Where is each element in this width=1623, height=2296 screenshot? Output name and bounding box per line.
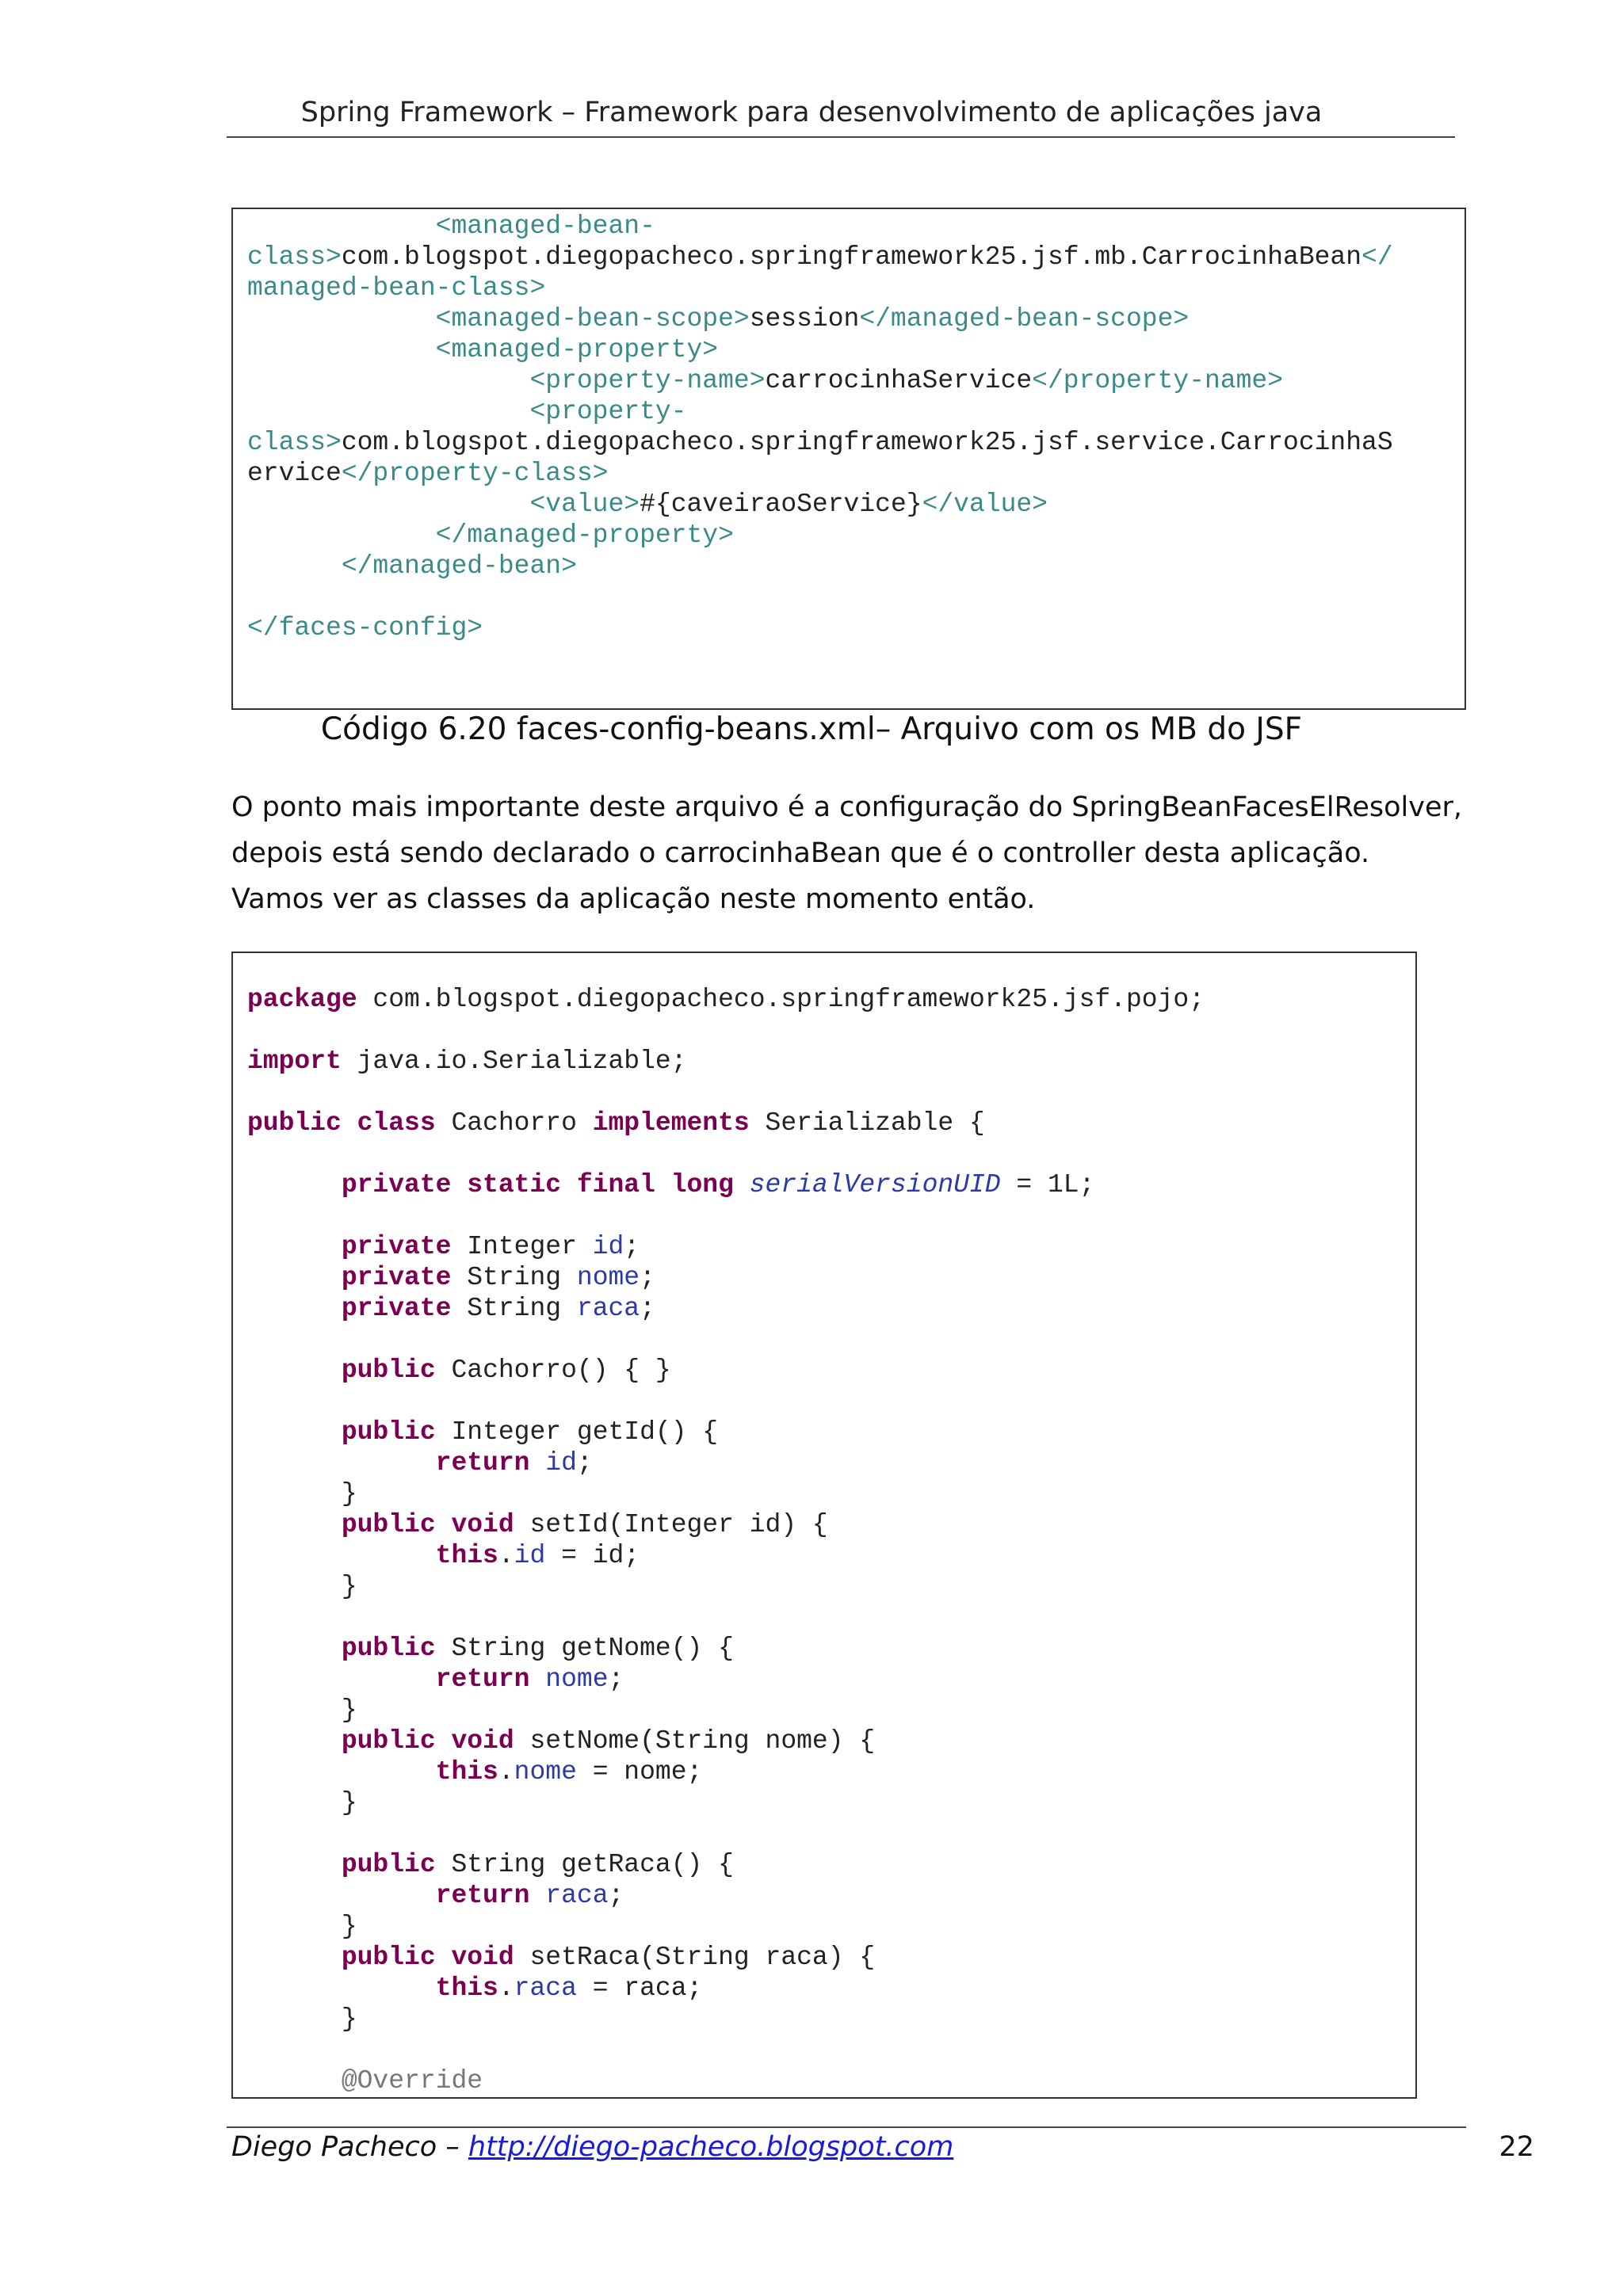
code-token: Integer (451, 1232, 593, 1261)
code-token: <managed-bean- (247, 212, 655, 241)
code-token (734, 1170, 750, 1199)
code-token: </property-class> (341, 459, 609, 488)
code-token: String getRaca() { (435, 1850, 734, 1879)
code-token: @Override (341, 2066, 483, 2096)
code-line (247, 334, 1393, 365)
code-token: nome (514, 1757, 577, 1787)
code-token: </managed-property> (247, 521, 734, 550)
code-line (247, 1447, 1205, 1478)
code-token: ; (640, 1263, 655, 1292)
code-token (247, 1757, 436, 1787)
code-token: public void (341, 1943, 514, 1972)
code-token: . (498, 1974, 514, 2003)
code-line (247, 1973, 1205, 2004)
code-token (247, 1541, 436, 1570)
code-token (247, 1974, 436, 2003)
code-token: private (341, 1263, 452, 1292)
code-line (247, 582, 1393, 612)
code-line (247, 273, 1393, 303)
code-line (247, 1046, 1205, 1077)
code-token: nome (545, 1665, 609, 1694)
code-token: } (247, 2004, 357, 2034)
code-token: java.io.Serializable; (341, 1047, 687, 1076)
code-line (247, 489, 1393, 520)
code-token: implements (592, 1108, 750, 1138)
code-token: this (435, 1541, 498, 1570)
xml-code-listing (231, 208, 1466, 710)
java-code-block (247, 984, 1205, 2096)
code-line (247, 1942, 1205, 1973)
code-line (247, 303, 1393, 334)
code-line (247, 1880, 1205, 1911)
code-token: Cachorro() { } (435, 1356, 671, 1385)
code-line (247, 1108, 1205, 1138)
code-line (247, 1138, 1205, 1169)
code-line (247, 458, 1393, 489)
code-token: </property-name> (1032, 366, 1284, 395)
code-token: managed-bean-class> (247, 273, 546, 303)
code-token (247, 1850, 342, 1879)
code-token: public (341, 1850, 436, 1879)
code-token (529, 1665, 545, 1694)
code-line (247, 1077, 1205, 1108)
code-token: String (451, 1263, 577, 1292)
code-line (247, 1262, 1205, 1293)
code-token (247, 1634, 342, 1663)
code-token: private (341, 1294, 452, 1323)
code-line (247, 2065, 1205, 2096)
code-line (247, 2035, 1205, 2065)
code-token: <managed-property> (247, 335, 719, 364)
page-number: 22 (1499, 2131, 1534, 2163)
code-line (247, 1602, 1205, 1633)
code-line (247, 1633, 1205, 1664)
body-paragraph: O ponto mais importante deste arquivo é a configuração do SpringBeanFacesElResolver, depois está sendo declarado o carrocinhaBean que é o controller desta aplicação. Vamos ver as classes da aplicação neste momento então. (231, 791, 1463, 915)
code-line (247, 1509, 1205, 1540)
code-caption: Código 6.20 faces-config-beans.xml– Arquivo com os MB do JSF (320, 711, 1303, 747)
code-token: return (435, 1881, 530, 1910)
code-token: <property-name> (247, 366, 766, 395)
code-line (247, 1540, 1205, 1571)
code-line (247, 1787, 1205, 1818)
code-line (247, 1849, 1205, 1880)
java-code-listing (231, 952, 1417, 2099)
code-token (247, 1510, 342, 1539)
footer-divider (227, 2126, 1466, 2128)
code-token (247, 1356, 342, 1385)
code-line (247, 1478, 1205, 1509)
code-token: ; (608, 1665, 624, 1694)
code-token: ervice (247, 459, 342, 488)
code-token: id (514, 1541, 546, 1570)
code-line (247, 1355, 1205, 1386)
code-token: . (498, 1541, 514, 1570)
code-line (247, 365, 1393, 396)
code-token: this (435, 1974, 498, 2003)
code-token (529, 1881, 545, 1910)
code-token: raca (576, 1294, 640, 1323)
code-token: = 1L; (1000, 1170, 1095, 1199)
code-line (247, 1293, 1205, 1324)
code-token (247, 1665, 436, 1694)
xml-code-block (247, 211, 1393, 643)
code-token (247, 1417, 342, 1447)
code-token: } (247, 1572, 357, 1601)
code-token: . (498, 1757, 514, 1787)
code-token: return (435, 1665, 530, 1694)
code-line (247, 1664, 1205, 1695)
code-token: com.blogspot.diegopacheco.springframework25.jsf.mb.CarrocinhaBean (341, 242, 1362, 272)
code-token (247, 1232, 342, 1261)
code-line (247, 427, 1393, 458)
code-token: session (749, 304, 860, 334)
code-line (247, 520, 1393, 551)
code-line (247, 551, 1393, 582)
code-token: id (545, 1448, 577, 1478)
code-token: } (247, 1912, 357, 1941)
code-line (247, 1417, 1205, 1447)
code-token (247, 1294, 342, 1323)
footer-author (231, 2131, 953, 2163)
code-token (247, 1170, 342, 1199)
code-token: class> (247, 242, 342, 272)
code-token: #{caveiraoService} (640, 490, 922, 519)
code-line (247, 1818, 1205, 1849)
code-token: setNome(String nome) { (514, 1726, 876, 1756)
code-token: serialVersionUID (749, 1170, 1001, 1199)
code-token: } (247, 1788, 357, 1817)
code-token: } (247, 1695, 357, 1725)
code-line (247, 211, 1393, 242)
code-token: raca (514, 1974, 577, 2003)
code-token: setId(Integer id) { (514, 1510, 828, 1539)
header-divider (227, 136, 1455, 138)
code-token: ; (624, 1232, 640, 1261)
code-token: public void (341, 1510, 514, 1539)
code-token: = nome; (576, 1757, 703, 1787)
footer-author-name: Diego Pacheco – (231, 2131, 468, 2163)
code-line (247, 1015, 1205, 1046)
code-token: raca (545, 1881, 609, 1910)
code-token: Serializable { (749, 1108, 985, 1138)
code-token: ; (608, 1881, 624, 1910)
code-token: public (341, 1634, 436, 1663)
code-token: nome (576, 1263, 640, 1292)
code-token: return (435, 1448, 530, 1478)
footer-blog-link[interactable]: http://diego-pacheco.blogspot.com (468, 2131, 954, 2163)
code-token: String getNome() { (435, 1634, 734, 1663)
code-token: <managed-bean-scope> (247, 304, 750, 334)
code-line (247, 1695, 1205, 1726)
page-header: Spring Framework – Framework para desenvolvimento de aplicações java (300, 97, 1323, 128)
code-line (247, 2004, 1205, 2035)
code-token (247, 1726, 342, 1756)
code-line (247, 396, 1393, 427)
code-token: </value> (922, 490, 1048, 519)
code-line (247, 242, 1393, 273)
code-line (247, 1726, 1205, 1756)
code-token (247, 2066, 342, 2096)
code-line (247, 1231, 1205, 1262)
code-token: <value> (247, 490, 640, 519)
code-line (247, 984, 1205, 1015)
code-line (247, 1200, 1205, 1231)
code-token: public void (341, 1726, 514, 1756)
code-line (247, 612, 1393, 643)
code-token: public (341, 1417, 436, 1447)
code-line (247, 1571, 1205, 1602)
code-line (247, 1169, 1205, 1200)
code-token: </managed-bean-scope> (859, 304, 1190, 334)
code-line (247, 1324, 1205, 1355)
code-token: com.blogspot.diegopacheco.springframework25.jsf.pojo; (357, 985, 1205, 1014)
code-token: Cachorro (435, 1108, 593, 1138)
code-token: ; (576, 1448, 593, 1478)
code-token (247, 1448, 436, 1478)
code-token (247, 1263, 342, 1292)
code-token: </faces-config> (247, 613, 483, 643)
code-token: public class (247, 1108, 436, 1138)
code-token: private static final long (341, 1170, 734, 1199)
code-token (247, 1881, 436, 1910)
code-token: import (247, 1047, 342, 1076)
code-line (247, 1386, 1205, 1417)
code-token: carrocinhaService (765, 366, 1033, 395)
code-token: <property- (247, 397, 687, 426)
code-token: </ (1361, 242, 1393, 272)
code-token: setRaca(String raca) { (514, 1943, 876, 1972)
code-token (247, 1943, 342, 1972)
code-token: package (247, 985, 357, 1014)
code-token: String (451, 1294, 577, 1323)
code-token: </managed-bean> (247, 551, 577, 581)
code-token: class> (247, 428, 342, 457)
code-token: id (592, 1232, 624, 1261)
code-line (247, 1756, 1205, 1787)
code-line (247, 1911, 1205, 1942)
code-token: = id; (545, 1541, 640, 1570)
code-token (529, 1448, 545, 1478)
code-token: private (341, 1232, 452, 1261)
code-token: Integer getId() { (435, 1417, 719, 1447)
code-token: = raca; (576, 1974, 703, 2003)
code-token: com.blogspot.diegopacheco.springframework25.jsf.service.CarrocinhaS (341, 428, 1393, 457)
code-token: ; (640, 1294, 655, 1323)
code-token: this (435, 1757, 498, 1787)
code-token: public (341, 1356, 436, 1385)
code-token: } (247, 1479, 357, 1508)
